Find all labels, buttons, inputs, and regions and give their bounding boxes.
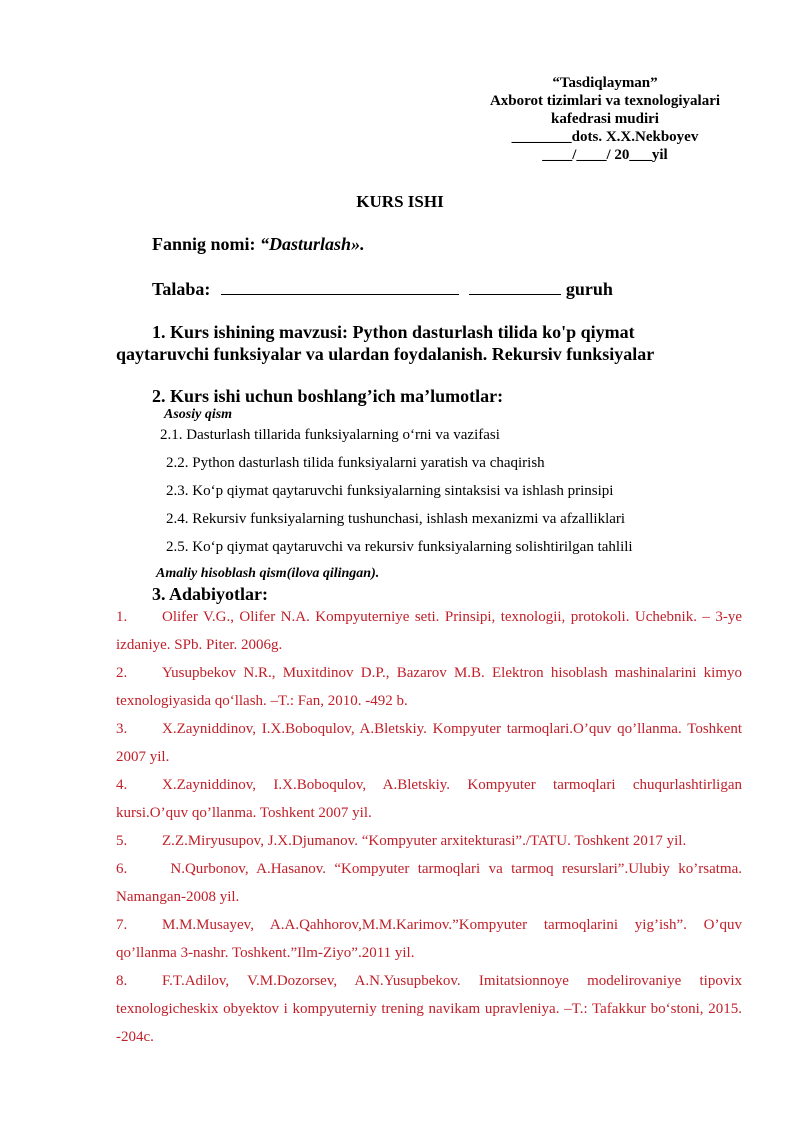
reference-text: X.Zayniddinov, I.X.Boboqulov, A.Bletskiy. Kompyuter tarmoqlari.O’quv qo’llanma. Toshkent 2007 yil.	[116, 721, 742, 765]
reference-item	[116, 715, 742, 771]
outline-item: 2.1. Dasturlash tillarida funksiyalarning o‘rni va vazifasi	[160, 427, 500, 443]
subject-line	[152, 234, 365, 255]
reference-text: M.M.Musayev, A.A.Qahhorov,M.M.Karimov.”Kompyuter tarmoqlarini yig’ish”. O’quv qo’llanma 3-nashr. Toshkent.”Ilm-Ziyo”.2011 yil.	[116, 917, 742, 961]
reference-item	[116, 967, 742, 1051]
approval-block	[470, 74, 740, 164]
approval-line-5: ____/____/ 20___yil	[542, 147, 668, 163]
subject-value: “Dasturlash».	[260, 234, 365, 254]
student-line	[152, 279, 613, 300]
outline-item: 2.2. Python dasturlash tilida funksiyalarni yaratish va chaqirish	[166, 455, 545, 471]
reference-text: F.T.Adilov, V.M.Dozorsev, A.N.Yusupbekov. Imitatsionnoye modelirovaniye tipovix texnologicheskix obyektov i kompyuterniy trening navikam upravleniya. –T.: Tafakkur bo‘stoni, 2015. -204c.	[116, 973, 742, 1045]
course-topic: 1. Kurs ishining mavzusi: Python dasturlash tilida ko'p qiymat qaytaruvchi funksiyalar va ulardan foydalanish. Rekursiv funksiyalar	[116, 322, 655, 364]
section-3-heading: 3. Adabiyotlar:	[152, 584, 269, 604]
reference-item	[116, 771, 742, 827]
reference-item	[116, 827, 742, 855]
reference-number: 2.	[116, 665, 128, 681]
approval-line-2: Axborot tizimlari va texnologiyalari	[489, 93, 721, 109]
document-title: KURS ISHI	[356, 192, 444, 211]
section-2-heading: 2. Kurs ishi uchun boshlang’ich ma’lumotlar:	[152, 386, 504, 406]
approval-line-4: ________dots. X.X.Nekboyev	[511, 129, 699, 145]
reference-item	[116, 603, 742, 659]
reference-item	[116, 659, 742, 715]
student-name-blank	[221, 280, 459, 295]
reference-text: Olifer V.G., Olifer N.A. Kompyuterniye seti. Prinsipi, texnologii, protokoli. Uchebnik. – 3-ye izdaniye. SPb. Piter. 2006g.	[116, 609, 742, 653]
reference-item	[116, 911, 742, 967]
main-part-heading: Asosiy qism	[164, 407, 233, 422]
reference-text: N.Qurbonov, A.Hasanov. “Kompyuter tarmoqlari va tarmoq resurslari”.Ulubiy ko’rsatma. Namangan-2008 yil.	[116, 861, 742, 905]
reference-number: 4.	[116, 777, 128, 793]
approval-line-3: kafedrasi mudiri	[551, 111, 659, 127]
reference-number: 5.	[116, 833, 128, 849]
reference-number: 1.	[116, 609, 128, 625]
reference-number: 3.	[116, 721, 128, 737]
group-label: guruh	[565, 279, 613, 299]
student-label: Talaba:	[152, 279, 211, 299]
reference-number: 6.	[116, 861, 128, 877]
subject-label: Fannig nomi:	[152, 234, 261, 254]
reference-number: 7.	[116, 917, 128, 933]
reference-item	[116, 855, 742, 911]
practical-part-note: Amaliy hisoblash qism(ilova qilingan).	[156, 566, 380, 581]
references-list	[116, 603, 742, 1051]
reference-number: 8.	[116, 973, 128, 989]
group-blank	[469, 280, 561, 295]
outline-item: 2.4. Rekursiv funksiyalarning tushunchasi, ishlash mexanizmi va afzalliklari	[166, 511, 626, 527]
reference-text: Yusupbekov N.R., Muxitdinov D.P., Bazarov M.B. Elektron hisoblash mashinalarini kimyo texnologiyasida qo‘llash. –T.: Fan, 2010. -492 b.	[116, 665, 742, 709]
reference-text: Z.Z.Miryusupov, J.X.Djumanov. “Kompyuter arxitekturasi”./TATU. Toshkent 2017 yil.	[162, 833, 687, 849]
outline-item: 2.3. Ko‘p qiymat qaytaruvchi funksiyalarning sintaksisi va ishlash prinsipi	[166, 483, 614, 499]
outline-item: 2.5. Ko‘p qiymat qaytaruvchi va rekursiv funksiyalarning solishtirilgan tahlili	[166, 539, 633, 555]
reference-text: X.Zayniddinov, I.X.Boboqulov, A.Bletskiy. Kompyuter tarmoqlari chuqurlashtirligan kursi.O’quv qo’llanma. Toshkent 2007 yil.	[116, 777, 742, 821]
approval-line-1: “Tasdiqlayman”	[552, 75, 658, 91]
